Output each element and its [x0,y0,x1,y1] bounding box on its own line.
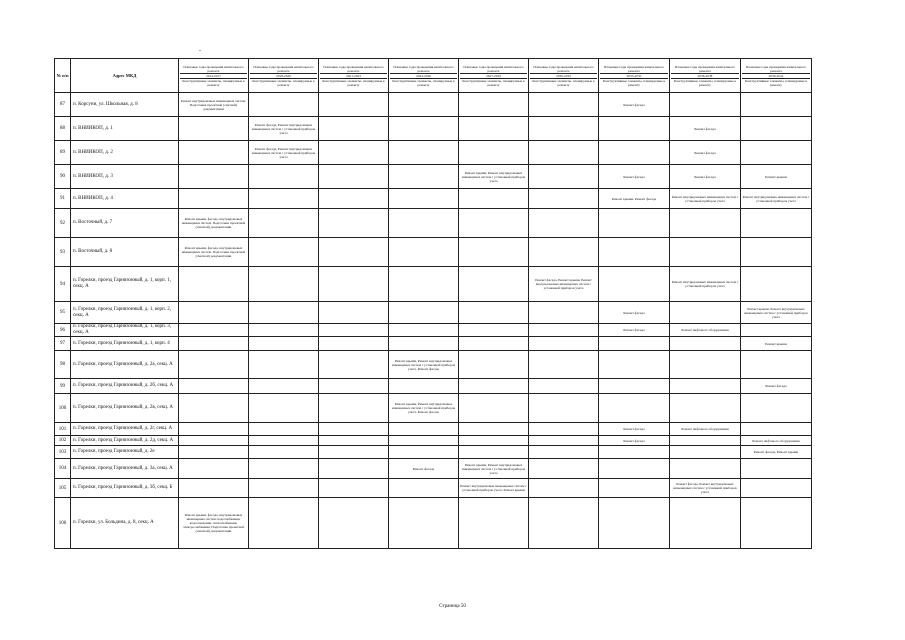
repair-works-cell [319,446,389,459]
row-number: 88 [55,117,71,141]
repair-works-cell [459,394,529,423]
repair-works-cell [249,423,319,436]
header-period-head: Плановые годы проведения капитального ремонта [745,64,807,73]
repair-works-cell: Ремонт фасада [599,324,670,337]
table-row [55,324,812,337]
table-row [55,394,812,423]
header-period-range: 2033-2035 [600,73,668,78]
repair-works-cell [599,351,670,379]
repair-works-cell [249,498,319,549]
repair-works-cell [741,351,812,379]
repair-works-cell [389,498,459,549]
row-address: п. Горелки, проезд Гарнизонный, д. 1, корп. 2, секц. А [71,302,179,324]
repair-works-cell [741,141,812,165]
repair-works-cell: Ремонт фасада [389,459,459,479]
repair-works-cell [319,189,389,209]
repair-works-cell [670,498,741,549]
repair-works-cell [389,324,459,337]
repair-works-cell [459,423,529,436]
repair-works-cell: Ремонт фасада [599,93,670,117]
repair-works-cell [249,436,319,446]
row-address: п. Горелки, проезд Гарнизонный, д. 3б, секц. Б [71,479,179,498]
repair-works-cell [599,379,670,394]
header-period-type: Конструктивные элементы, планируемые к ремонту [600,78,668,87]
repair-works-cell [741,394,812,423]
row-address: п. Горелки, проезд Гарнизонный, д. 1, корп. 4 [71,337,179,351]
repair-works-cell [529,423,599,436]
repair-works-cell [599,479,670,498]
row-number: 94 [55,267,71,302]
repair-works-cell [670,436,741,446]
table-header-row [55,59,812,93]
repair-works-cell [529,498,599,549]
repair-works-cell: Ремонт внутридомовых инженерных систем с установкой приборов учета, Ремонт крыши [459,479,529,498]
header-period-head: Плановые годы проведения капитального ремонта [674,64,736,73]
repair-works-cell [319,141,389,165]
table-row [55,459,812,479]
repair-works-cell [670,394,741,423]
repair-works-cell [179,459,249,479]
repair-works-cell [179,337,249,351]
repair-works-cell: Ремонт внутридомовых инженерных систем с установкой приборов учета [670,189,741,209]
repair-works-cell [599,394,670,423]
repair-works-cell: Ремонт лифтового оборудования [741,436,812,446]
header-period-range: 2027-2029 [460,73,527,78]
repair-works-cell [389,446,459,459]
repair-works-cell [319,479,389,498]
repair-works-cell [389,302,459,324]
repair-works-cell [179,479,249,498]
table-row [55,337,812,351]
repair-works-cell [459,302,529,324]
repair-works-cell [529,302,599,324]
repair-works-cell [599,238,670,267]
repair-works-cell [319,302,389,324]
repair-works-cell [249,209,319,238]
repair-works-cell [179,446,249,459]
table-row [55,423,812,436]
header-period [529,59,599,93]
capital-repair-table [54,58,812,549]
row-number: 102 [55,436,71,446]
header-period-range: 2021-2023 [320,73,387,78]
repair-works-cell [179,117,249,141]
repair-works-cell [670,93,741,117]
table-row [55,117,812,141]
row-address: п. Корсуни, ул. Школьная, д. 8 [71,93,179,117]
repair-works-cell [249,351,319,379]
header-period-head: Плановые годы проведения капитального ремонта [323,64,384,73]
repair-works-cell: Ремонт фасада [670,165,741,189]
header-period-range: 2024-2026 [390,73,457,78]
header-period-range: 2030-2032 [530,73,597,78]
repair-works-cell [249,165,319,189]
header-period [179,59,249,93]
repair-works-cell [249,446,319,459]
repair-works-cell [529,459,599,479]
repair-works-cell [249,394,319,423]
row-number: 100 [55,394,71,423]
repair-works-cell [389,379,459,394]
table-row [55,302,812,324]
repair-works-cell [249,302,319,324]
repair-works-cell [529,446,599,459]
table-row [55,379,812,394]
repair-works-cell [599,141,670,165]
row-number: 91 [55,189,71,209]
repair-works-cell [249,93,319,117]
repair-works-cell [459,436,529,446]
repair-works-cell [319,459,389,479]
repair-works-cell [319,209,389,238]
repair-works-cell [670,302,741,324]
repair-works-cell [459,324,529,337]
repair-works-cell [319,379,389,394]
header-period [599,59,670,93]
row-address: п. Горелки, проезд Гарнизонный, д. 2б, секц. А [71,379,179,394]
repair-works-cell [389,423,459,436]
header-period [389,59,459,93]
header-period [319,59,389,93]
repair-works-cell [529,189,599,209]
repair-works-cell [319,351,389,379]
header-period-range: 2018-2020 [250,73,317,78]
repair-works-cell [599,446,670,459]
table-row [55,209,812,238]
repair-works-cell [389,117,459,141]
header-period [741,59,812,93]
row-address: п. ВНИИКОП, д. 4 [71,189,179,209]
repair-works-cell [179,324,249,337]
repair-works-cell [741,479,812,498]
repair-works-cell [529,165,599,189]
repair-works-cell [529,324,599,337]
table-row [55,479,812,498]
repair-works-cell [599,267,670,302]
repair-works-cell [599,337,670,351]
row-number: 89 [55,141,71,165]
header-period [670,59,741,93]
row-number: 93 [55,238,71,267]
table-row [55,165,812,189]
repair-works-cell: Ремонт крыши, Ремонт внутридомовых инженерных систем с установкой приборов учета [741,302,812,324]
repair-works-cell [670,209,741,238]
row-number: 95 [55,302,71,324]
repair-works-cell [529,479,599,498]
repair-works-cell [319,165,389,189]
repair-works-cell [319,267,389,302]
repair-works-cell [529,337,599,351]
repair-works-cell [179,189,249,209]
repair-works-cell [459,189,529,209]
repair-works-cell [319,324,389,337]
repair-works-cell: Ремонт крыши, Ремонт внутридомовых инженерных систем с установкой приборов учета [459,165,529,189]
repair-works-cell: Ремонт лифтового оборудования [670,324,741,337]
row-number: 90 [55,165,71,189]
repair-works-cell [459,351,529,379]
repair-works-cell: Ремонт фасада [599,436,670,446]
repair-works-cell [249,479,319,498]
repair-works-cell [179,423,249,436]
repair-works-cell [741,423,812,436]
row-number: 87 [55,93,71,117]
row-number: 105 [55,479,71,498]
repair-works-cell [389,141,459,165]
repair-works-cell [670,446,741,459]
repair-works-cell [249,459,319,479]
repair-works-cell [249,379,319,394]
repair-works-cell [389,436,459,446]
repair-works-cell [599,117,670,141]
header-period-head: Плановые годы проведения капитального ремонта [463,64,524,73]
repair-works-cell: Ремонт крыши, фасада, внутридомовых инженерных систем: водоснабжения, водоотведения, теплоснабжения, электроснабжения. Подготовка проектной (сметной) документации [179,498,249,549]
header-period-head: Плановые годы проведения капитального ремонта [603,64,665,73]
header-period-type: Конструктивные элементы, планируемые к ремонту [742,78,810,87]
repair-works-cell: Ремонт фасада [599,165,670,189]
repair-works-cell [529,117,599,141]
row-address: п. Восточный, д. 7 [71,209,179,238]
repair-works-cell [459,379,529,394]
repair-works-cell [389,267,459,302]
page-mark: - [199,48,201,54]
repair-works-cell [179,351,249,379]
repair-works-cell [741,209,812,238]
repair-works-cell: Ремонт крыши [741,165,812,189]
row-address: п. Горелки, проезд Гарнизонный, д. 1, корп. 1, секц. А [71,267,179,302]
repair-works-cell [459,446,529,459]
table-row [55,93,812,117]
repair-works-cell: Ремонт крыши, Ремонт фасада [599,189,670,209]
repair-works-cell [319,337,389,351]
table-row [55,351,812,379]
repair-works-cell [389,93,459,117]
repair-works-cell [741,93,812,117]
header-period-head: Плановые годы проведения капитального ремонта [533,64,594,73]
repair-works-cell: Ремонт фасада [670,117,741,141]
repair-works-cell: Ремонт внутридомовых инженерных систем с установкой приборов учета [741,189,812,209]
header-period-type: Конструктивные элементы, планируемые к ремонту [320,78,387,87]
row-number: 96 [55,324,71,337]
repair-works-cell [459,267,529,302]
header-period-range: 2014-2017 [180,73,247,78]
row-number: 97 [55,337,71,351]
repair-works-cell: Ремонт фасада, Ремонт крыши, Ремонт внутридомовых инженерных систем с установкой приборов учета [529,267,599,302]
repair-works-cell: Ремонт фасада [670,141,741,165]
repair-works-cell: Ремонт крыши, Ремонт внутридомовых инженерных систем с установкой приборов учета, Ремонт фасада [389,351,459,379]
header-period-type: Конструктивные элементы, планируемые к ремонту [530,78,597,87]
repair-works-cell [529,238,599,267]
repair-works-cell [741,498,812,549]
repair-works-cell [179,141,249,165]
row-address: п. Горелки, проезд Гарнизонный, д. 1, корп. 3, секц. А [71,324,179,337]
repair-works-cell [529,141,599,165]
repair-works-cell [319,93,389,117]
header-period-head: Плановые годы проведения капитального ремонта [253,64,314,73]
repair-works-cell [459,141,529,165]
row-address: п. ВНИИКОП, д. 1 [71,117,179,141]
row-address: п. Горелки, проезд Гарнизонный, д. 3а, секц. А [71,459,179,479]
header-index: № п/п [55,59,71,93]
row-address: п. Горелки, проезд Гарнизонный, д. 2д, секц. А [71,436,179,446]
repair-works-cell [670,379,741,394]
header-period-range: 2039-2041 [742,73,810,78]
repair-works-cell [249,337,319,351]
repair-works-cell [319,238,389,267]
repair-works-cell [179,267,249,302]
repair-works-cell: Ремонт фасада [599,302,670,324]
repair-works-cell [389,209,459,238]
header-period [459,59,529,93]
row-address: п. Горелки, ул. Больдина, д. 8, секц. А [71,498,179,549]
repair-works-cell [179,394,249,423]
row-number: 92 [55,209,71,238]
row-address: п. Горелки, проезд Гарнизонный, д. 2е [71,446,179,459]
row-address: п. Горелки, проезд Гарнизонный, д. 2в, секц. А [71,394,179,423]
repair-works-cell [319,117,389,141]
repair-works-cell: Ремонт крыши, Ремонт внутридомовых инженерных систем с установкой приборов учета, Ремонт фасада [389,394,459,423]
repair-works-cell [670,238,741,267]
repair-works-cell [670,351,741,379]
repair-works-cell [249,238,319,267]
row-address: п. ВНИИКОП, д. 2 [71,141,179,165]
repair-works-cell [179,165,249,189]
header-period-head: Плановые годы проведения капитального ремонта [183,64,244,73]
row-number: 101 [55,423,71,436]
table-row [55,141,812,165]
repair-works-cell [179,379,249,394]
repair-works-cell [249,324,319,337]
repair-works-cell: Ремонт фасада [599,423,670,436]
repair-works-cell: Ремонт фасада [741,379,812,394]
header-period-head: Плановые годы проведения капитального ремонта [393,64,454,73]
row-address: п. Горелки, проезд Гарнизонный, д. 2а, секц. А [71,351,179,379]
header-period-type: Конструктивные элементы, планируемые к ремонту [250,78,317,87]
repair-works-cell [459,337,529,351]
header-period-type: Конструктивные элементы, планируемые к ремонту [671,78,739,87]
repair-works-cell [319,423,389,436]
repair-works-cell [599,209,670,238]
repair-works-cell: Ремонт фасада, Ремонт внутридомовых инженерных систем с установкой приборов учета [249,117,319,141]
repair-works-cell [459,93,529,117]
repair-works-cell [319,498,389,549]
repair-works-cell [529,93,599,117]
repair-works-cell [319,436,389,446]
header-address: Адрес МКД [71,59,179,93]
row-number: 106 [55,498,71,549]
repair-works-cell [741,117,812,141]
repair-works-cell: Ремонт крыши, фасада, внутридомовых инженерных систем. Подготовка проектной (сметной) документации [179,238,249,267]
repair-works-cell [459,238,529,267]
repair-works-cell [459,209,529,238]
repair-works-cell: Ремонт крыши [741,337,812,351]
row-number: 98 [55,351,71,379]
repair-works-cell [670,337,741,351]
table-row [55,267,812,302]
repair-works-cell: Ремонт крыши, фасада, внутридомовых инженерных систем. Подготовка проектной (сметной) документации [179,209,249,238]
header-period [249,59,319,93]
row-address: п. Восточный, д. 8 [71,238,179,267]
repair-works-cell [389,238,459,267]
repair-works-cell [459,498,529,549]
row-address: п. ВНИИКОП, д. 3 [71,165,179,189]
repair-works-cell: Ремонт фасада, Ремонт внутридомовых инженерных систем с установкой приборов учета [670,479,741,498]
repair-works-cell [741,238,812,267]
table-row [55,446,812,459]
repair-works-cell [389,189,459,209]
repair-works-cell [741,267,812,302]
header-period-type: Конструктивные элементы, планируемые к ремонту [180,78,247,87]
repair-works-cell [249,189,319,209]
repair-works-cell [389,165,459,189]
repair-works-cell [179,302,249,324]
repair-works-cell [599,459,670,479]
page-number: Страница 50 [439,604,466,609]
repair-works-cell: Ремонт внутридомовых инженерных систем. Подготовка проектной (сметной) документации [179,93,249,117]
repair-works-cell [670,459,741,479]
table-row [55,498,812,549]
header-period-type: Конструктивные элементы, планируемые к ремонту [390,78,457,87]
repair-works-cell [249,267,319,302]
repair-works-cell [599,498,670,549]
table-row [55,436,812,446]
repair-works-cell [529,209,599,238]
repair-works-cell [529,436,599,446]
row-number: 99 [55,379,71,394]
repair-works-cell [529,379,599,394]
repair-works-cell [741,324,812,337]
table-row [55,189,812,209]
repair-works-cell [319,394,389,423]
table-row [55,238,812,267]
row-number: 103 [55,446,71,459]
repair-works-cell [389,479,459,498]
header-period-type: Конструктивные элементы, планируемые к ремонту [460,78,527,87]
row-number: 104 [55,459,71,479]
repair-works-cell: Ремонт фасада, Ремонт крыши [741,446,812,459]
repair-works-cell [179,436,249,446]
repair-works-cell: Ремонт крыши, Ремонт внутридомовых инженерных систем с установкой приборов учета [459,459,529,479]
repair-works-cell [741,459,812,479]
header-period-range: 2036-2038 [671,73,739,78]
repair-works-cell [459,117,529,141]
row-address: п. Горелки, проезд Гарнизонный, д. 2г, секц. А [71,423,179,436]
repair-works-cell: Ремонт внутридомовых инженерных систем с установкой приборов учета [670,267,741,302]
repair-works-cell: Ремонт фасада, Ремонт внутридомовых инженерных систем с установкой приборов учета [249,141,319,165]
repair-works-cell [529,394,599,423]
repair-works-cell: Ремонт лифтового оборудования [670,423,741,436]
repair-works-cell [529,351,599,379]
repair-works-cell [389,337,459,351]
